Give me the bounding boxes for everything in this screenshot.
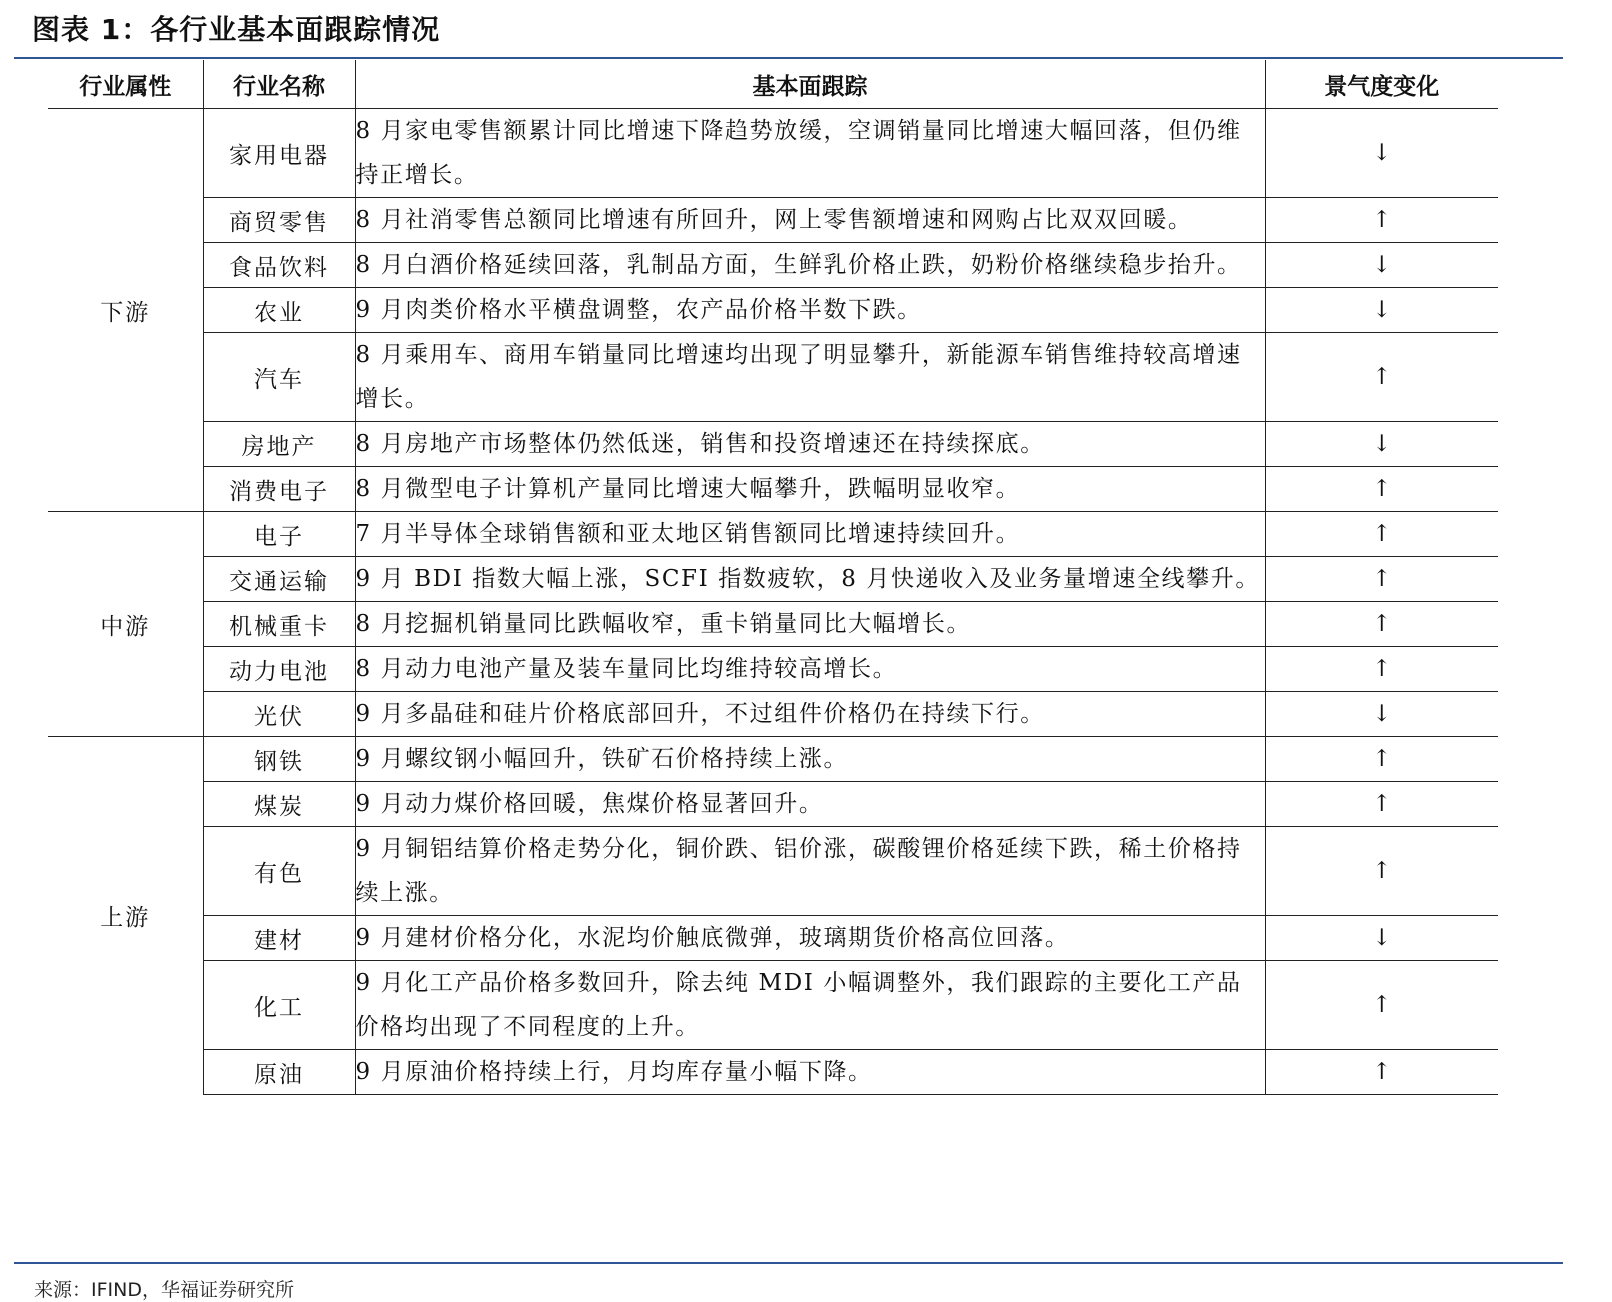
table-row [48,1050,1498,1095]
industry-name: 电子 [203,512,355,557]
header-row [48,60,1498,109]
industry-name: 有色 [203,827,355,916]
industry-desc: 8 月乘用车、商用车销量同比增速均出现了明显攀升，新能源车销售维持较高增速增长。 [355,333,1265,422]
trend-arrow: ↑ [1265,198,1498,243]
industry-desc: 9 月螺纹钢小幅回升，铁矿石价格持续上涨。 [355,737,1265,782]
table-row [48,692,1498,737]
industry-name: 煤炭 [203,782,355,827]
table-row [48,512,1498,557]
trend-arrow: ↑ [1265,647,1498,692]
table-row [48,916,1498,961]
industry-name: 化工 [203,961,355,1050]
industry-desc: 9 月化工产品价格多数回升，除去纯 MDI 小幅调整外，我们跟踪的主要化工产品价格均出现了不同程度的上升。 [355,961,1265,1050]
industry-name: 农业 [203,288,355,333]
header-name: 行业名称 [203,60,355,109]
industry-name: 光伏 [203,692,355,737]
table-row [48,422,1498,467]
industry-desc: 8 月社消零售总额同比增速有所回升，网上零售额增速和网购占比双双回暖。 [355,198,1265,243]
trend-arrow: ↑ [1265,782,1498,827]
industry-desc: 8 月家电零售额累计同比增速下降趋势放缓，空调销量同比增速大幅回落，但仍维持正增长。 [355,109,1265,198]
industry-name: 家用电器 [203,109,355,198]
trend-arrow: ↑ [1265,333,1498,422]
industry-name: 商贸零售 [203,198,355,243]
industry-desc: 9 月铜铝结算价格走势分化，铜价跌、铝价涨，碳酸锂价格延续下跌，稀土价格持续上涨。 [355,827,1265,916]
table-row [48,782,1498,827]
industry-desc: 7 月半导体全球销售额和亚太地区销售额同比增速持续回升。 [355,512,1265,557]
industry-desc: 8 月房地产市场整体仍然低迷，销售和投资增速还在持续探底。 [355,422,1265,467]
industry-name: 建材 [203,916,355,961]
table-row [48,198,1498,243]
industry-desc: 9 月动力煤价格回暖，焦煤价格显著回升。 [355,782,1265,827]
industry-name: 食品饮料 [203,243,355,288]
trend-arrow: ↓ [1265,916,1498,961]
industry-desc: 8 月白酒价格延续回落，乳制品方面，生鲜乳价格止跌，奶粉价格继续稳步抬升。 [355,243,1265,288]
industry-desc: 9 月多晶硅和硅片价格底部回升，不过组件价格仍在持续下行。 [355,692,1265,737]
industry-name: 汽车 [203,333,355,422]
trend-arrow: ↓ [1265,422,1498,467]
trend-arrow: ↑ [1265,512,1498,557]
figure-title: 图表 1：各行业基本面跟踪情况 [32,13,441,46]
header-category: 行业属性 [48,60,203,109]
industry-desc: 9 月肉类价格水平横盘调整，农产品价格半数下跌。 [355,288,1265,333]
table-row [48,467,1498,512]
table-row [48,827,1498,916]
industry-name: 机械重卡 [203,602,355,647]
trend-arrow: ↓ [1265,109,1498,198]
trend-arrow: ↑ [1265,1050,1498,1095]
industry-name: 消费电子 [203,467,355,512]
trend-arrow: ↑ [1265,961,1498,1050]
table-row [48,288,1498,333]
industry-name: 动力电池 [203,647,355,692]
industry-desc: 8 月挖掘机销量同比跌幅收窄，重卡销量同比大幅增长。 [355,602,1265,647]
industry-desc: 9 月原油价格持续上行，月均库存量小幅下降。 [355,1050,1265,1095]
table-row [48,333,1498,422]
trend-arrow: ↓ [1265,288,1498,333]
trend-arrow: ↑ [1265,737,1498,782]
table-row [48,647,1498,692]
table-row [48,557,1498,602]
trend-arrow: ↑ [1265,467,1498,512]
industry-desc: 9 月建材价格分化，水泥均价触底微弹，玻璃期货价格高位回落。 [355,916,1265,961]
group-upstream: 上游 [48,737,203,1095]
trend-arrow: ↑ [1265,827,1498,916]
trend-arrow: ↑ [1265,557,1498,602]
header-trend: 景气度变化 [1265,60,1498,109]
group-downstream: 下游 [100,299,151,326]
industry-name: 原油 [203,1050,355,1095]
industry-desc: 8 月微型电子计算机产量同比增速大幅攀升，跌幅明显收窄。 [355,467,1265,512]
group-midstream: 中游 [48,512,203,737]
table-row [48,109,1498,198]
trend-arrow: ↓ [1265,692,1498,737]
header-desc: 基本面跟踪 [355,60,1265,109]
industry-desc: 8 月动力电池产量及装车量同比均维持较高增长。 [355,647,1265,692]
source-note: 来源：IFIND，华福证券研究所 [34,1279,294,1301]
industry-name: 房地产 [203,422,355,467]
table-row [48,961,1498,1050]
bottom-rule [14,1262,1563,1264]
table-row [48,602,1498,647]
industry-desc: 9 月 BDI 指数大幅上涨，SCFI 指数疲软，8 月快递收入及业务量增速全线攀升。 [355,557,1265,602]
table-row [48,737,1498,782]
top-rule [14,57,1563,59]
industry-name: 交通运输 [203,557,355,602]
trend-arrow: ↓ [1265,243,1498,288]
industry-name: 钢铁 [203,737,355,782]
table-row [48,243,1498,288]
trend-arrow: ↑ [1265,602,1498,647]
industry-table [48,60,1498,1095]
